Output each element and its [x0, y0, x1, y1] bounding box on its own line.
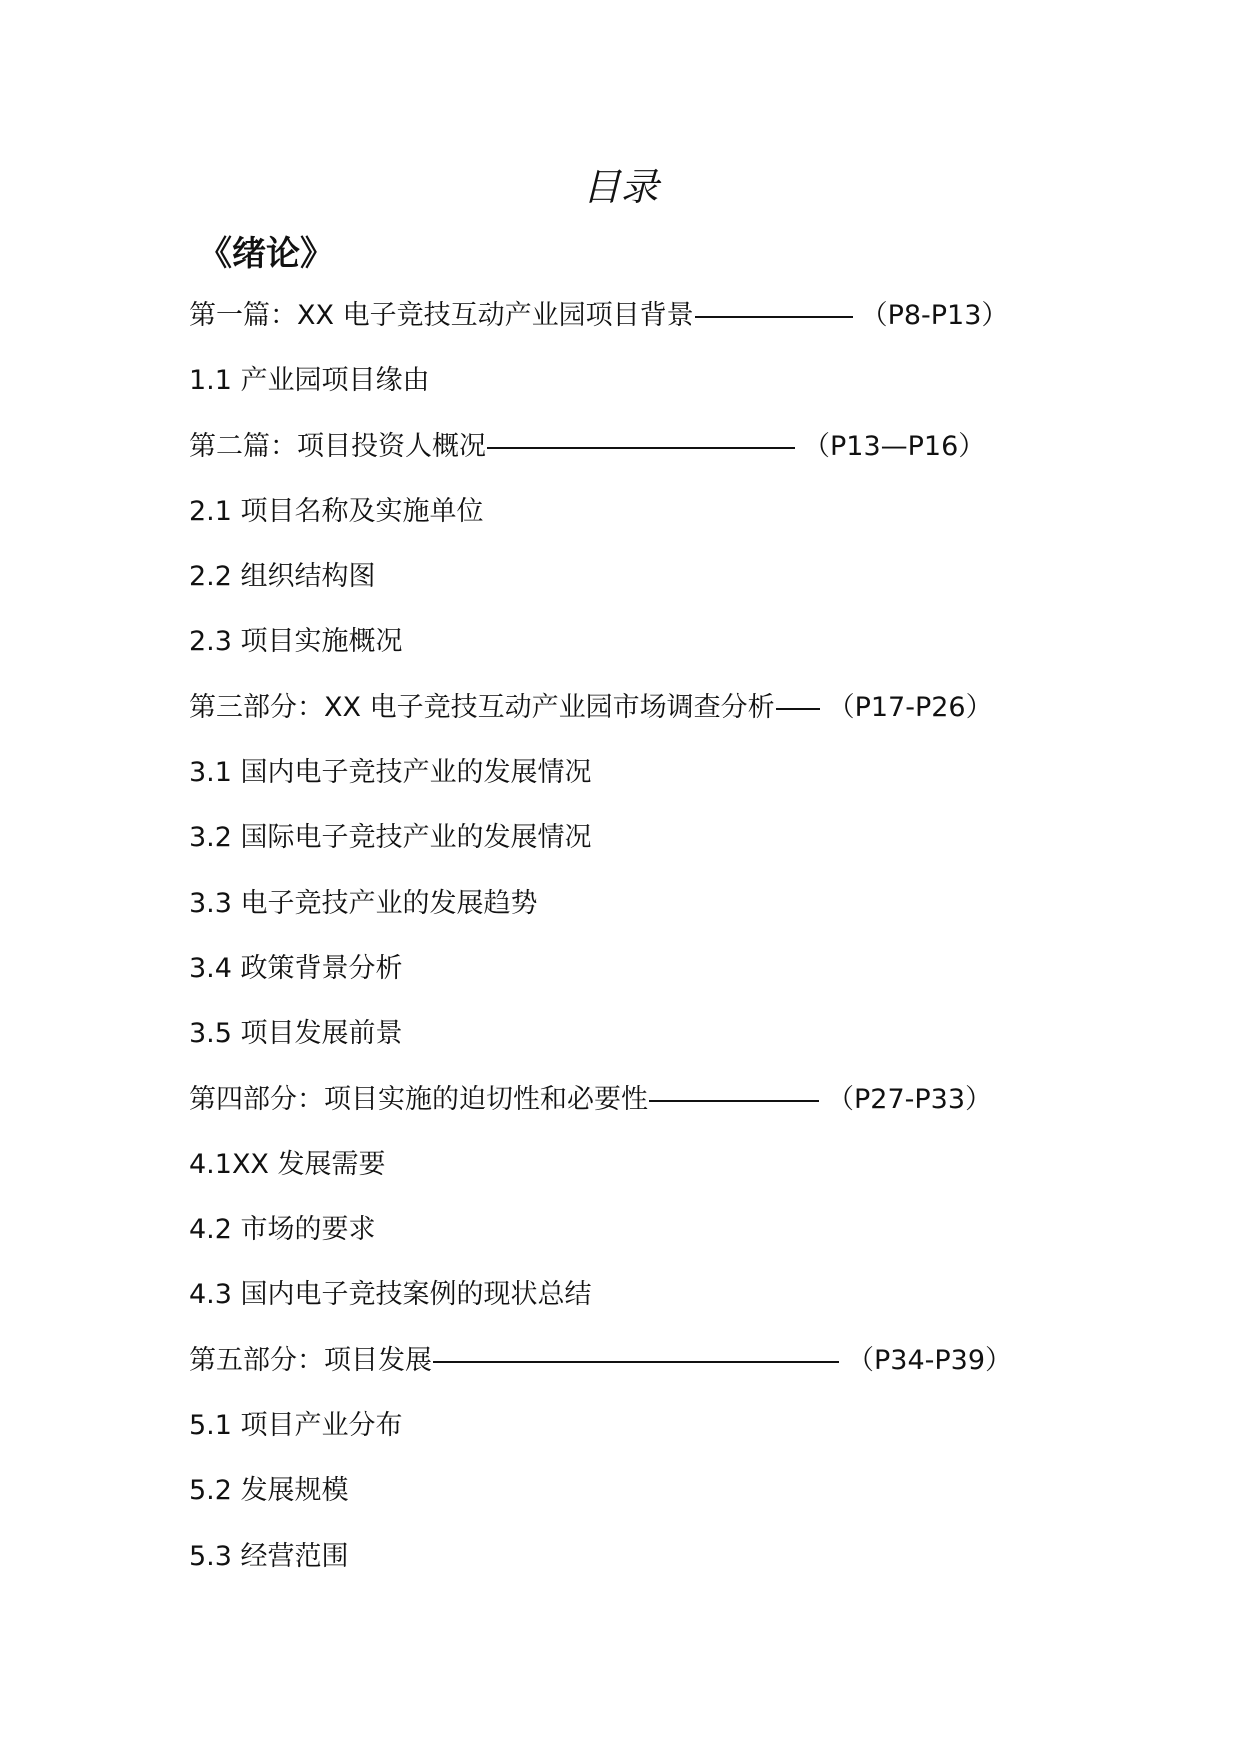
toc-entry-text: 3.4 政策背景分析 — [189, 952, 403, 984]
toc-entry-text: 4.1XX 发展需要 — [189, 1148, 386, 1180]
toc-entry-text: 3.5 项目发展前景 — [189, 1018, 403, 1050]
toc-entry-text: 第四部分：项目实施的迫切性和必要性 — [189, 1083, 648, 1115]
toc-entry-text: 2.1 项目名称及实施单位 — [189, 495, 484, 527]
toc-entry — [189, 624, 1049, 689]
toc-entry-text: 4.3 国内电子竞技案例的现状总结 — [189, 1279, 592, 1311]
intro-heading: 《绪论》 — [198, 234, 334, 274]
toc-entry-text: 3.3 电子竞技产业的发展趋势 — [189, 887, 538, 919]
toc-entry-text: 第五部分：项目发展 — [189, 1344, 432, 1376]
toc-entry — [189, 886, 1049, 951]
toc-entry-pages: （P34-P39） — [847, 1344, 1013, 1376]
toc-entry-text: 2.2 组织结构图 — [189, 561, 376, 593]
toc-entry — [189, 1343, 1049, 1408]
toc-entry — [189, 951, 1049, 1016]
toc-entry — [189, 1212, 1049, 1277]
toc-leader-line — [649, 1100, 819, 1102]
toc-entry — [189, 1277, 1049, 1342]
toc-entry — [189, 690, 1049, 755]
table-of-contents — [189, 298, 1049, 1604]
toc-entry — [189, 1408, 1049, 1473]
toc-entry-text: 1.1 产业园项目缘由 — [189, 365, 430, 397]
toc-leader-line — [776, 708, 820, 710]
toc-leader-line — [487, 447, 795, 449]
toc-entry — [189, 298, 1049, 363]
toc-entry-pages: （P8-P13） — [860, 300, 1009, 331]
toc-entry — [189, 1082, 1049, 1147]
toc-entry-pages: （P27-P33） — [827, 1083, 993, 1115]
toc-entry-text: 3.1 国内电子竞技产业的发展情况 — [189, 757, 592, 789]
toc-entry-text: 5.3 经营范围 — [189, 1540, 349, 1572]
toc-entry — [189, 1539, 1049, 1604]
toc-entry — [189, 1147, 1049, 1212]
toc-entry-pages: （P13—P16） — [803, 430, 986, 462]
toc-entry — [189, 1016, 1049, 1081]
toc-entry-text: 3.2 国际电子竞技产业的发展情况 — [189, 822, 592, 854]
toc-entry — [189, 820, 1049, 885]
toc-entry-text: 第一篇：XX 电子竞技互动产业园项目背景 — [189, 300, 694, 331]
page-title: 目录 — [582, 165, 659, 209]
toc-entry-text: 5.2 发展规模 — [189, 1475, 349, 1507]
toc-entry — [189, 494, 1049, 559]
toc-entry-text: 2.3 项目实施概况 — [189, 626, 403, 658]
toc-entry-text: 5.1 项目产业分布 — [189, 1410, 403, 1442]
toc-entry — [189, 559, 1049, 624]
toc-leader-line — [433, 1361, 839, 1363]
toc-entry-text: 第二篇：项目投资人概况 — [189, 430, 486, 462]
toc-entry-text: 第三部分：XX 电子竞技互动产业园市场调查分析 — [189, 691, 775, 723]
toc-entry — [189, 363, 1049, 428]
toc-leader-line — [695, 316, 853, 318]
toc-entry-pages: （P17-P26） — [827, 691, 993, 723]
toc-entry — [189, 755, 1049, 820]
toc-entry-text: 4.2 市场的要求 — [189, 1214, 376, 1246]
toc-entry — [189, 1473, 1049, 1538]
toc-entry — [189, 429, 1049, 494]
